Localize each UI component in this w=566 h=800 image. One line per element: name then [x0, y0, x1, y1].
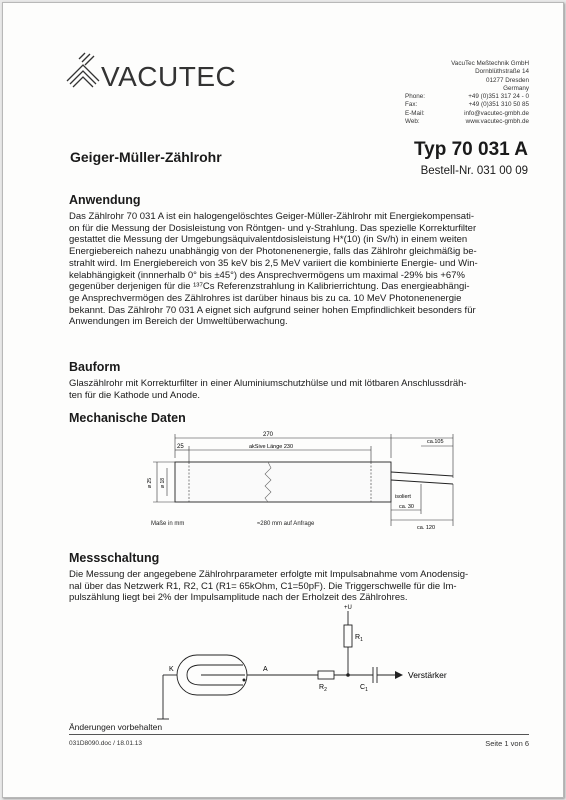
messschaltung-text: Die Messung der angegebene Zählrohrparameter erfolgte mit Impulsabnahme vom Anodensig- nal über das Netzwerk R1, R2, C1 (R1= 65kOhm, C1=50pF). Die Triggerschwelle für die Im- pulszählung liegt bei 2% der Impulsamplitude nach der Erholzeit des Zählrohres. [69, 569, 469, 604]
company-street: Dornblüthstraße 14 [475, 68, 529, 76]
product-type: Typ 70 031 A [413, 139, 528, 160]
dim-total: 270 [263, 432, 274, 438]
company-address [405, 60, 529, 126]
contact-web[interactable]: Web: www.vacutec-gmbh.de [405, 118, 529, 126]
page-number: Seite 1 von 6 [485, 739, 529, 748]
company-country: Germany [503, 84, 529, 92]
r1-label: $R_1$ [355, 634, 363, 643]
amplifier-label: Verstärker [408, 670, 447, 680]
section-heading-anwendung: Anwendung [69, 193, 141, 207]
logo-text: VACUTEC [101, 61, 237, 92]
section-heading-bauform: Bauform [69, 360, 121, 374]
anwendung-text: Das Zählrohr 70 031 A ist ein halogengelöschtes Geiger-Müller-Zählrohr mit Energiekompensati- on für die Messung der Dosisleistung von Röntgen- und γ-Strahlung. Das spezielle Korrekturfilter gestattet die Messung der Umgebungsäquivalentdosisleistung H*(10) (in Sv/h) in einem weiten Energiebereich nahezu unabhängig von der Photonenenergie, falls das Zählrohr gleichmäßig be- strahlt wird. Im Energiebereich von 35 keV bis 2,5 MeV variiert die kombinierte Energie- und Win- kelabhängigkeit (innnerhalb 0° bis ±45°) des Ansprechvermögens um maximal -29% bis +67% gegenüber derjenigen für die ¹³⁷Cs Referenzstrahlung in Kalibrierrichtung. Das energieabhängi- ge Ansprechvermögen des Zählrohres ist darüber hinaus bis zu ca. 10 MeV Photonenenergie bekannt. Das Zählrohr 70 031 A eignet sich aufgrund seiner hohen Empfindlichkeit besonders für Anwendungen im Bereich der Umweltüberwachung. [69, 211, 478, 328]
changes-note: Änderungen vorbehalten [69, 722, 163, 732]
length-note: ≈280 mm auf Anfrage [257, 521, 315, 527]
company-city: 01277 Dresden [485, 76, 529, 84]
contact-email[interactable]: E-Mail: info@vacutec-gmbh.de [405, 109, 529, 117]
document-id: 031D8090.doc / 18.01.13 [69, 740, 143, 747]
supply-label: +U [344, 605, 352, 611]
company-name: VacuTec Meßtechnik GmbH [451, 60, 529, 67]
dim-ca30: ca. 30 [399, 504, 414, 510]
c1-label: $C_1$ [360, 684, 368, 693]
dim-active-length: akSive Länge 230 [249, 444, 294, 450]
order-number: Bestell-Nr. 031 00 09 [420, 165, 528, 177]
cathode-label: K [169, 666, 174, 673]
dim-ca120: ca. 120 [417, 525, 436, 531]
section-heading-messschaltung: Messschaltung [69, 551, 160, 565]
section-heading-mechanik: Mechanische Daten [69, 411, 186, 425]
anode-label: A [263, 666, 268, 673]
product-title: Geiger-Müller-Zählrohr [70, 149, 222, 165]
dim-left: 25 [177, 444, 184, 450]
units-note: Maße in mm [151, 521, 185, 527]
bauform-text: Glaszählrohr mit Korrekturfilter in einer Aluminiumschutzhülse und mit lötbaren Anschlussdräh- ten für die Kathode und Anode. [69, 378, 467, 401]
datasheet-page [2, 2, 564, 798]
circuit-diagram [153, 603, 473, 723]
dim-wire: ca.105 [427, 439, 444, 445]
contact-fax: Fax: +49 (0)351 310 50 85 [405, 101, 529, 109]
r2-label: $R_2$ [319, 684, 327, 693]
footer-divider [69, 734, 529, 735]
vacutec-logo-icon [63, 51, 105, 93]
mechanical-drawing [123, 428, 543, 533]
dim-diameter-outer: ø 25 [147, 477, 153, 488]
dim-diameter-inner: ø 18 [160, 477, 166, 488]
dim-isoliert: isoliert [395, 494, 411, 500]
contact-phone: Phone: +49 (0)351 317 24 - 0 [405, 93, 529, 101]
